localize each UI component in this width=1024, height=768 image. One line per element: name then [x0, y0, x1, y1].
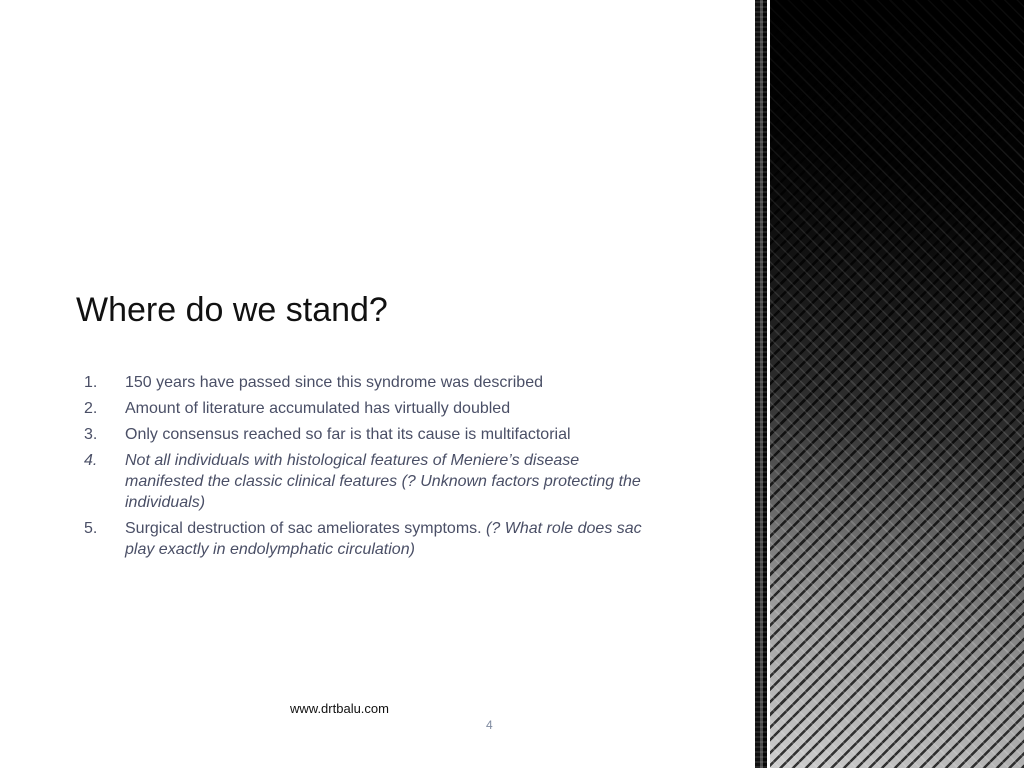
list-item-text: Amount of literature accumulated has virtually doubled — [125, 400, 511, 417]
list-item-number: 3. — [84, 426, 98, 443]
list-item-text: Only consensus reached so far is that its cause is multifactorial — [125, 426, 571, 443]
panel-edge-stripe — [754, 0, 770, 768]
list-item — [84, 424, 654, 445]
list-item-number: 2. — [84, 400, 98, 417]
list-item-number: 5. — [84, 520, 98, 537]
list-item — [84, 518, 654, 560]
list-item-italic-text: (? What role does sac play exactly in endolymphatic circulation) — [125, 520, 642, 558]
decorative-mesh-panel — [754, 0, 1024, 768]
list-item — [84, 450, 654, 513]
list-item-text: Not all individuals with histological features of Meniere’s disease manifested the classic clinical features (? Unknown factors protecting the individuals) — [125, 452, 641, 511]
list-item-plain-text: Surgical destruction of sac ameliorates symptoms. — [125, 520, 482, 537]
list-item-number: 1. — [84, 374, 98, 391]
list-item — [84, 398, 654, 419]
bullet-list — [84, 372, 654, 565]
list-item-text — [125, 518, 654, 560]
page-number: 4 — [486, 718, 493, 732]
list-item-number: 4. — [84, 452, 98, 469]
list-item — [84, 372, 654, 393]
slide-title: Where do we stand? — [76, 291, 388, 329]
mesh-shade — [766, 0, 1024, 768]
footer-url: www.drtbalu.com — [290, 701, 389, 716]
list-item-text: 150 years have passed since this syndrome was described — [125, 374, 543, 391]
